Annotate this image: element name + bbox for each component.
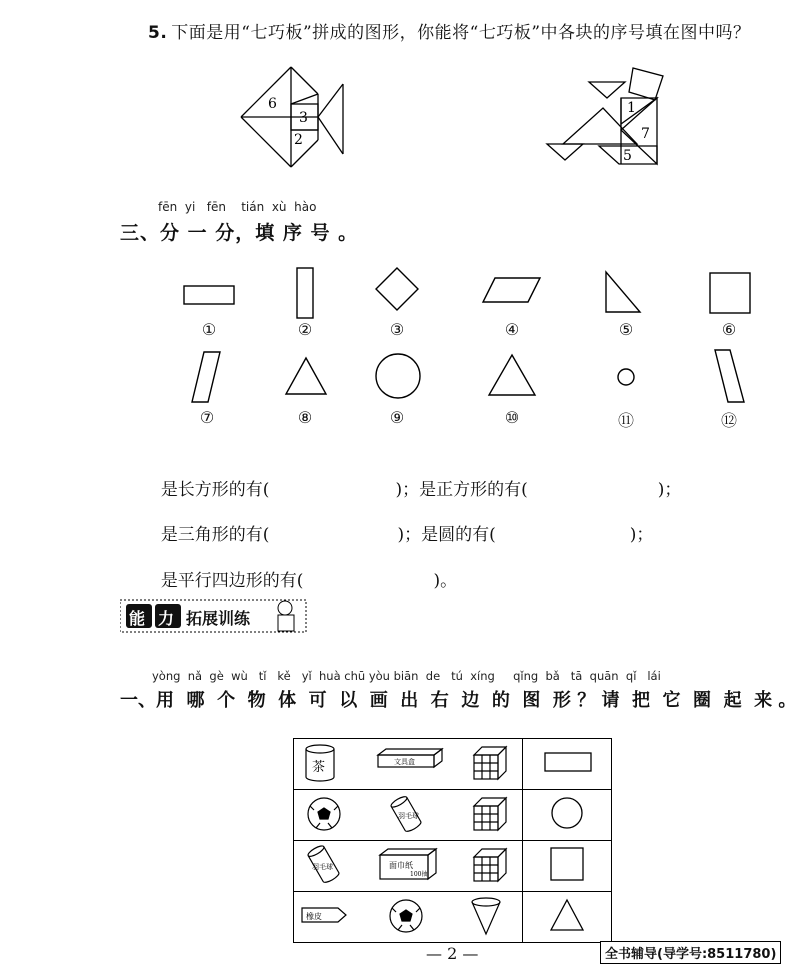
shape-7-parallelogram <box>192 352 220 402</box>
shape-label-10: ⑩ <box>504 408 520 427</box>
section3-title: 三、分 一 分，填 序 号 。 <box>120 222 359 244</box>
row4-objects <box>294 892 522 938</box>
tea-can-label: 茶 <box>312 760 326 775</box>
runner-label-7: 7 <box>641 126 650 142</box>
table-row <box>294 790 612 841</box>
shape-1-rectangle <box>184 286 234 304</box>
fill-line-triangle: 是三角形的有( )；是圆的有( )； <box>160 525 654 545</box>
shape-5-triangle <box>606 272 640 312</box>
ability-banner <box>120 596 310 634</box>
tangram-fish-figure <box>238 64 348 176</box>
target-rectangle-cell <box>523 739 612 790</box>
fish-label-2: 2 <box>294 132 303 148</box>
fish-label-6: 6 <box>268 96 277 112</box>
shuttle-can-label: 羽毛球 <box>398 812 419 820</box>
shape-label-5: ⑤ <box>618 320 634 339</box>
section3-pinyin: fēn yi fēn tián xù hào <box>158 200 317 214</box>
question-5 <box>148 18 751 43</box>
fish-label-3: 3 <box>299 110 308 126</box>
question-number: 5. <box>148 23 168 43</box>
table-row <box>294 892 612 943</box>
shape-label-8: ⑧ <box>297 408 313 427</box>
shape-10-triangle <box>489 355 535 395</box>
shape-12-parallelogram <box>715 350 744 402</box>
question-text: 下面是用“七巧板”拼成的图形，你能将“七巧板”中各块的序号填在图中吗？ <box>171 23 751 43</box>
runner-label-5: 5 <box>623 148 632 164</box>
banner-char-2: 力 <box>158 609 175 628</box>
target-circle <box>523 790 611 836</box>
target-square-cell <box>523 841 612 892</box>
target-triangle <box>523 892 611 938</box>
shuttle-can-label-2: 羽毛球 <box>312 863 333 871</box>
shape-9-circle <box>376 354 420 398</box>
shape-3-square <box>376 268 418 310</box>
table-row <box>294 841 612 892</box>
tissue-box-sub: 100抽 <box>410 871 428 878</box>
shape-4-parallelogram <box>483 278 540 302</box>
shape-label-3: ③ <box>389 320 405 339</box>
shape-label-7: ⑦ <box>199 408 215 427</box>
shape-label-2: ② <box>297 320 313 339</box>
shape-label-12: ⑫ <box>720 411 737 430</box>
table-row <box>294 739 612 790</box>
fill-line-rectangle: 是长方形的有( )；是正方形的有( )； <box>160 480 682 500</box>
target-triangle-cell <box>523 892 612 943</box>
pencil-box-label: 文具盒 <box>394 758 415 766</box>
section1-pinyin: yòng nǎ gè wù tǐ kě yǐ huà chū yòu biān de tú xíng qǐng bǎ tā quān qǐ lái <box>152 669 661 683</box>
row2-objects <box>294 790 522 836</box>
tissue-box-label: 面巾纸 <box>389 861 413 870</box>
target-circle-cell <box>523 790 612 841</box>
shape-11-circle <box>618 369 634 385</box>
row3-objects <box>294 841 522 887</box>
tangram-runner-figure <box>543 64 673 170</box>
pencil-label: 橡皮 <box>306 912 322 921</box>
row1-objects <box>294 739 522 785</box>
section1-title: 一、用 哪 个 物 体 可 以 画 出 右 边 的 图 形 ？ 请 把 它 圈 起 来 。 <box>120 690 797 711</box>
banner-char-1: 能 <box>129 609 146 628</box>
shape-2-rectangle <box>297 268 313 318</box>
runner-label-1: 1 <box>627 100 636 116</box>
guide-number-box: 全书辅导(导学号:8511780) <box>600 941 781 964</box>
shapes-grid <box>0 260 800 420</box>
shape-label-1: ① <box>201 320 217 339</box>
shape-label-11: ⑪ <box>617 411 634 430</box>
banner-text: 拓展训练 <box>186 609 251 628</box>
target-square <box>523 841 611 887</box>
fill-line-parallelogram: 是平行四边形的有( )。 <box>160 571 458 591</box>
shape-label-6: ⑥ <box>721 320 737 339</box>
shape-8-triangle <box>286 358 326 394</box>
page-number: — 2 — <box>426 944 479 963</box>
shape-label-9: ⑨ <box>389 408 405 427</box>
object-table <box>293 738 612 943</box>
target-rectangle <box>523 739 611 785</box>
shape-label-4: ④ <box>504 320 520 339</box>
shape-6-square <box>710 273 750 313</box>
